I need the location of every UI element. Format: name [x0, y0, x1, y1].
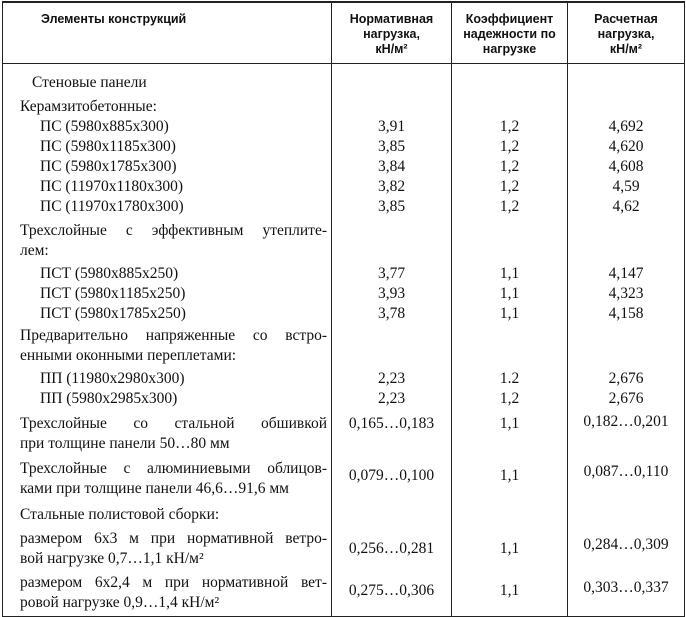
table-row [3, 525, 685, 569]
row-calc: 4,59 [568, 177, 685, 197]
table-row [3, 389, 685, 409]
row-coef [452, 93, 568, 117]
row-calc: 4,323 [568, 284, 685, 304]
row-calc: 4,158 [568, 304, 685, 324]
row-name: Трехслойные с эффективным утеплите- лем: [3, 217, 332, 261]
row-name: ПС (5980x1785x300) [3, 157, 332, 177]
row-name: ПС (5980x1185x300) [3, 137, 332, 157]
row-coef: 1,2 [452, 157, 568, 177]
row-name: Трехслойные с алюминиевыми облицов- ками при толщине панели 46,6…91,6 мм [3, 454, 332, 499]
row-calc: 0,303…0,337 [568, 569, 685, 617]
row-calc: 4,692 [568, 117, 685, 137]
row-calc [568, 324, 685, 366]
row-name: размером 6х2,4 м при нормативной вет- ровой нагрузке 0,9…1,4 кН/м² [3, 569, 332, 617]
row-name: Трехслойные со стальной обшивкой при толщине панели 50…80 мм [3, 409, 332, 454]
row-norm [332, 93, 452, 117]
row-name: ПС (5980x885x300) [3, 117, 332, 137]
table-row [3, 217, 685, 261]
row-coef: 1,1 [452, 525, 568, 569]
header-coefficient: Коэффициент надежности по нагрузке [452, 2, 568, 63]
row-coef: 1,1 [452, 284, 568, 304]
row-name: Стальные полистовой сборки: [3, 499, 332, 525]
row-norm: 2,23 [332, 389, 452, 409]
table-row [3, 93, 685, 117]
header-row [3, 2, 685, 63]
row-calc: 4,147 [568, 261, 685, 284]
row-coef: 1.2 [452, 366, 568, 389]
row-norm: 0,256…0,281 [332, 525, 452, 569]
row-coef: 1,1 [452, 569, 568, 617]
row-norm: 3,85 [332, 137, 452, 157]
row-norm: 2,23 [332, 366, 452, 389]
row-coef: 1,2 [452, 137, 568, 157]
row-norm: 3,77 [332, 261, 452, 284]
table-row [3, 63, 685, 93]
table-row [3, 366, 685, 389]
row-norm [332, 217, 452, 261]
row-calc: 0,087…0,110 [568, 454, 685, 499]
header-normative: Нормативная нагрузка, кН/м² [332, 2, 452, 63]
row-norm: 0,275…0,306 [332, 569, 452, 617]
row-norm: 3,91 [332, 117, 452, 137]
table-row [3, 137, 685, 157]
row-coef [452, 324, 568, 366]
row-name: ПП (5980x2985x300) [3, 389, 332, 409]
row-coef: 1,1 [452, 304, 568, 324]
row-norm: 3,78 [332, 304, 452, 324]
row-coef [452, 499, 568, 525]
row-coef: 1,2 [452, 177, 568, 197]
table-row [3, 197, 685, 217]
row-coef: 1,2 [452, 197, 568, 217]
row-coef [452, 217, 568, 261]
loads-table [2, 1, 685, 617]
row-calc: 0,284…0,309 [568, 525, 685, 569]
row-calc [568, 63, 685, 93]
row-calc: 2,676 [568, 389, 685, 409]
row-calc: 4,608 [568, 157, 685, 177]
row-norm: 3,84 [332, 157, 452, 177]
table-row [3, 284, 685, 304]
row-coef: 1,1 [452, 409, 568, 454]
row-name: ПСТ (5980x885x250) [3, 261, 332, 284]
row-calc: 4,620 [568, 137, 685, 157]
row-name: ПСТ (5980x1185x250) [3, 284, 332, 304]
row-coef: 1,2 [452, 117, 568, 137]
table-row [3, 117, 685, 137]
row-coef: 1,1 [452, 261, 568, 284]
table-row [3, 304, 685, 324]
table-row [3, 177, 685, 197]
row-name: ПС (11970x1180x300) [3, 177, 332, 197]
row-name: ПСТ (5980x1785x250) [3, 304, 332, 324]
table-row [3, 454, 685, 499]
row-norm [332, 499, 452, 525]
row-name: ПП (11980x2980x300) [3, 366, 332, 389]
row-norm: 0,165…0,183 [332, 409, 452, 454]
row-calc: 4,62 [568, 197, 685, 217]
row-calc: 0,182…0,201 [568, 409, 685, 454]
row-norm: 3,85 [332, 197, 452, 217]
table-row [3, 499, 685, 525]
row-norm [332, 63, 452, 93]
row-calc [568, 499, 685, 525]
row-norm [332, 324, 452, 366]
row-name: Предварительно напряженные со встро- енными оконными переплетами: [3, 324, 332, 366]
row-norm: 3,82 [332, 177, 452, 197]
row-norm: 3,93 [332, 284, 452, 304]
row-name: Стеновые панели [3, 63, 332, 93]
row-coef: 1,1 [452, 454, 568, 499]
table-row [3, 261, 685, 284]
row-name: Керамзитобетонные: [3, 93, 332, 117]
row-coef: 1,2 [452, 389, 568, 409]
header-calculated: Расчетная нагрузка, кН/м² [568, 2, 685, 63]
table-row [3, 409, 685, 454]
row-name: ПС (11970x1780x300) [3, 197, 332, 217]
table-row [3, 324, 685, 366]
row-calc: 2,676 [568, 366, 685, 389]
table-row [3, 569, 685, 617]
header-elements: Элементы конструкций [3, 2, 332, 63]
row-name: размером 6х3 м при нормативной ветро- вой нагрузке 0,7…1,1 кН/м² [3, 525, 332, 569]
row-coef [452, 63, 568, 93]
table-row [3, 157, 685, 177]
row-norm: 0,079…0,100 [332, 454, 452, 499]
row-calc [568, 217, 685, 261]
row-calc [568, 93, 685, 117]
